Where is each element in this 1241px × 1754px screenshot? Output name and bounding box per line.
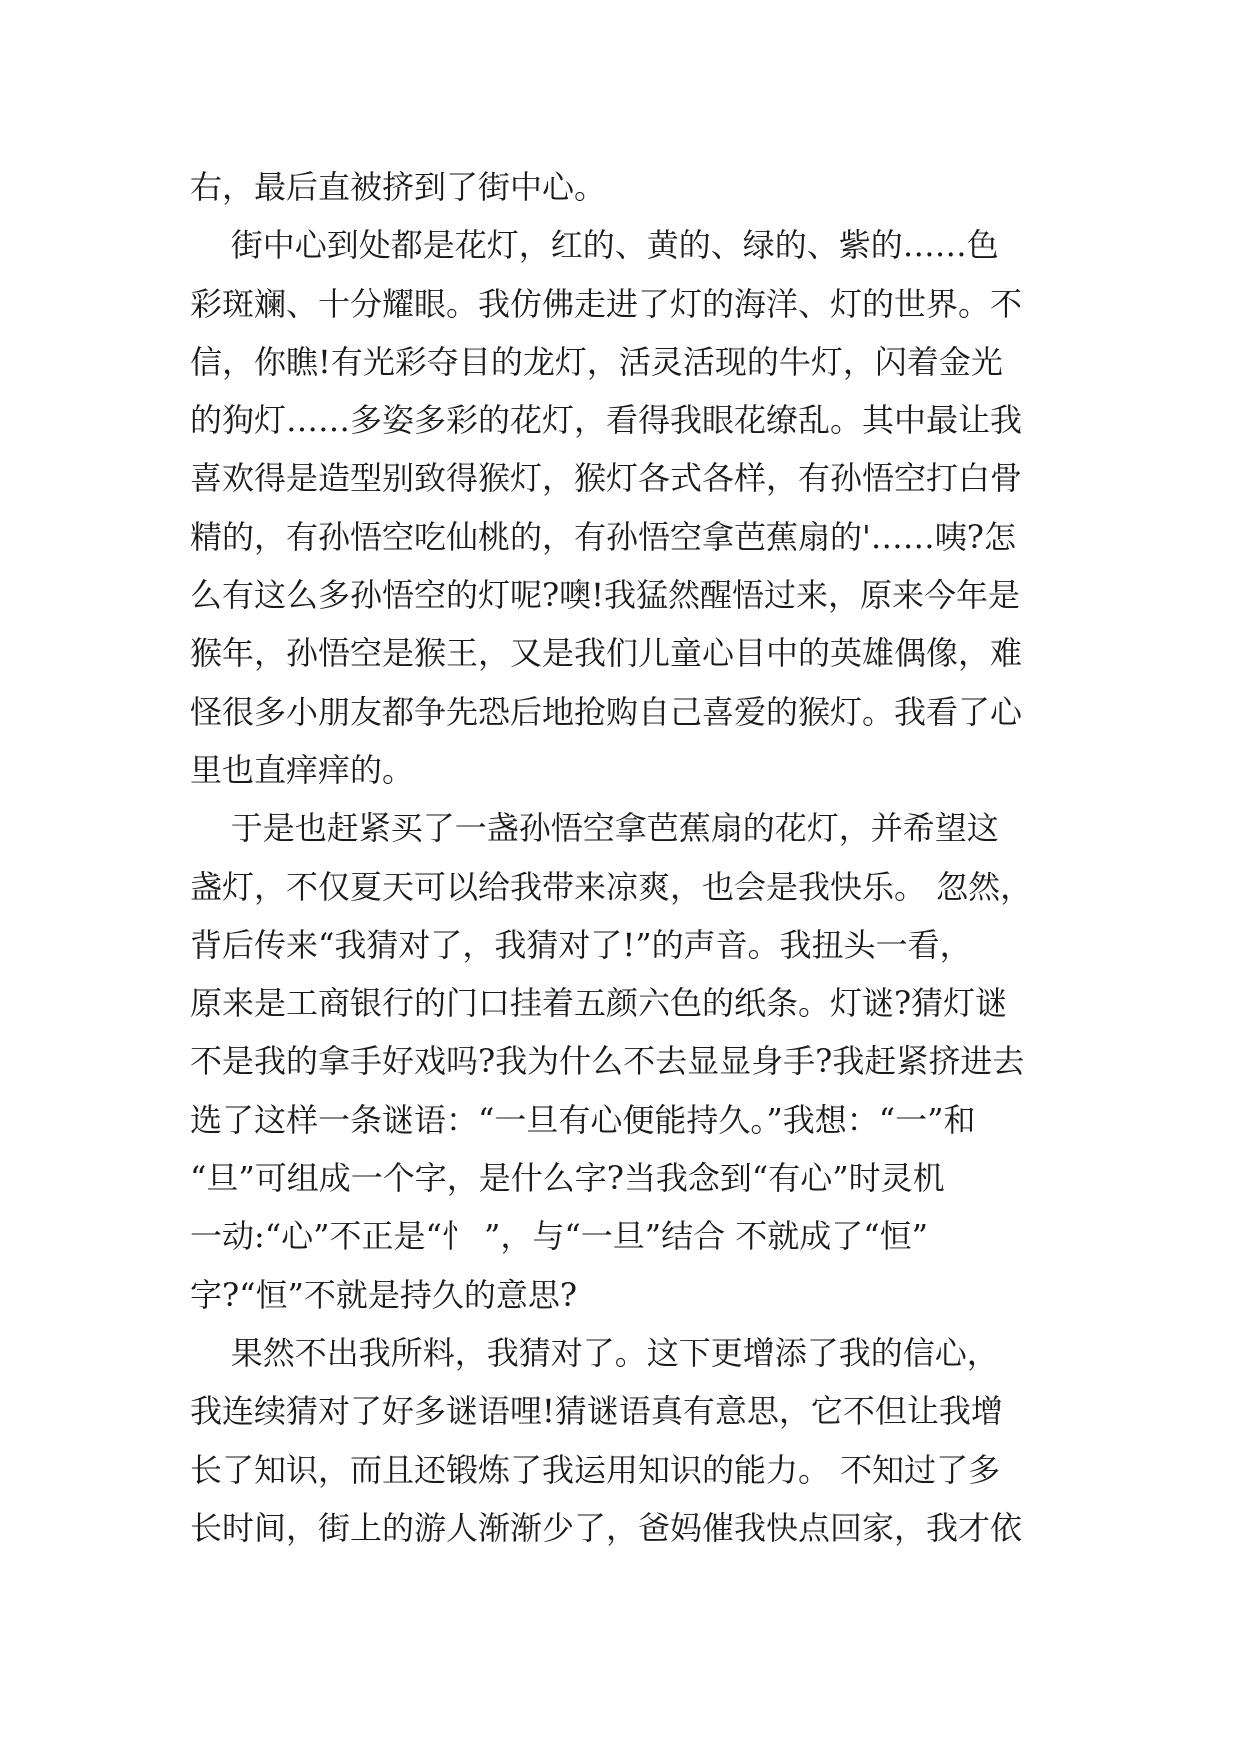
- essay-text: [190, 158, 1050, 1557]
- text-line: 里也直痒痒的。: [190, 750, 415, 789]
- text-line: 精的，有孙悟空吃仙桃的，有孙悟空拿芭蕉扇的'……咦?怎: [190, 517, 1016, 556]
- text-line: 选了这样一条谜语：“一旦有心便能持久。”我想：“一”和: [190, 1100, 976, 1139]
- text-line: 么有这么多孙悟空的灯呢?噢!我猛然醒悟过来，原来今年是: [190, 576, 1021, 615]
- text-line: 于是也赶紧买了一盏孙悟空拿芭蕉扇的花灯，并希望这: [190, 809, 999, 848]
- text-line: 长了知识，而且还锻炼了我运用知识的能力。 不知过了多: [190, 1450, 1001, 1489]
- text-line: 背后传来“我猜对了，我猜对了!”的声音。我扭头一看，: [190, 925, 972, 964]
- text-line: 一动:“心”不正是“忄 ”，与“一旦”结合 不就成了“恒”: [190, 1217, 929, 1256]
- text-line: “旦”可组成一个字，是什么字?当我念到“有心”时灵机: [190, 1159, 945, 1198]
- text-line: 怪很多小朋友都争先恐后地抢购自己喜爱的猴灯。我看了心: [190, 692, 1023, 731]
- text-line: 不是我的拿手好戏吗?我为什么不去显显身手?我赶紧挤进去: [190, 1042, 1025, 1081]
- text-line: 盏灯，不仅夏天可以给我带来凉爽，也会是我快乐。 忽然，: [190, 867, 1033, 906]
- text-line: 街中心到处都是花灯，红的、黄的、绿的、紫的……色: [190, 226, 999, 265]
- text-line: 猴年，孙悟空是猴王，又是我们儿童心目中的英雄偶像，难: [190, 634, 1023, 673]
- text-line: 彩斑斓、十分耀眼。我仿佛走进了灯的海洋、灯的世界。不: [190, 284, 1023, 323]
- text-line: 喜欢得是造型别致得猴灯，猴灯各式各样，有孙悟空打白骨: [190, 459, 1023, 498]
- text-line: 原来是工商银行的门口挂着五颜六色的纸条。灯谜?猜灯谜: [190, 984, 1008, 1023]
- text-line: 的狗灯……多姿多彩的花灯，看得我眼花缭乱。其中最让我: [190, 401, 1023, 440]
- text-line: 我连续猜对了好多谜语哩!猜谜语真有意思，它不但让我增: [190, 1392, 1003, 1431]
- text-line: 字?“恒”不就是持久的意思?: [190, 1275, 578, 1314]
- text-line: 右，最后直被挤到了街中心。: [190, 168, 607, 206]
- text-line: 果然不出我所料，我猜对了。这下更增添了我的信心，: [190, 1333, 999, 1372]
- text-line: 长时间，街上的游人渐渐少了，爸妈催我快点回家，我才依: [190, 1508, 1023, 1547]
- text-line: 信，你瞧!有光彩夺目的龙灯，活灵活现的牛灯，闪着金光: [190, 342, 1003, 381]
